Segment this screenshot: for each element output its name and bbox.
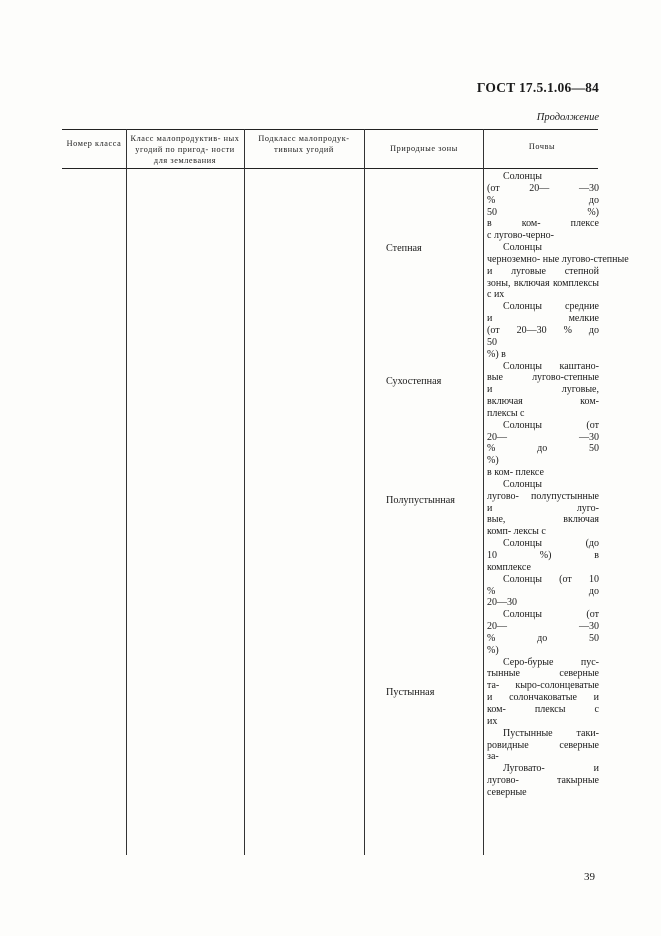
table-header-rule xyxy=(62,168,598,169)
soil-line: и луговые степной xyxy=(487,265,599,277)
column-header-class: Класс малопродуктив- ных угодий по пригод- ности для землевания xyxy=(130,134,240,165)
table-top-rule xyxy=(62,129,598,130)
soil-entry xyxy=(487,763,599,799)
soil-line: 20— —30 xyxy=(487,431,599,443)
soil-line: с их xyxy=(487,289,505,301)
soil-line: лугово- такырные xyxy=(487,775,599,787)
soil-line: с лугово-черно- xyxy=(487,230,554,242)
soil-line: комплексе xyxy=(487,561,531,573)
soil-line: % до 50 xyxy=(487,443,599,455)
soil-line: вые, включая xyxy=(487,514,599,526)
zone-steppe: Степная xyxy=(386,243,422,254)
soil-line: и луговые, xyxy=(487,384,599,396)
zone-semi-desert: Полупустынная xyxy=(386,495,455,506)
soil-entry xyxy=(487,171,599,242)
soil-line: их xyxy=(487,715,498,727)
page-number: 39 xyxy=(584,871,595,883)
soil-line: Солонцы (от xyxy=(503,609,599,621)
zone-desert: Пустынная xyxy=(386,687,435,698)
soil-line: ровидные северные xyxy=(487,739,599,751)
soils-column xyxy=(487,171,629,799)
soil-line: Солонцы xyxy=(503,478,542,490)
soil-line: вые лугово-степные xyxy=(487,372,599,384)
soil-line: % до 50 xyxy=(487,632,599,644)
soil-line: черноземно- ные лугово-степные xyxy=(487,253,629,265)
soil-line: комп- лексы с xyxy=(487,526,546,538)
soil-line: %) xyxy=(487,455,499,467)
soil-line: 20— —30 xyxy=(487,621,599,633)
soil-entry xyxy=(487,420,599,479)
column-divider xyxy=(126,129,127,855)
soil-line: тынные северные xyxy=(487,668,599,680)
soil-line: (от 20—30 % до xyxy=(487,324,599,336)
soil-line: Солонцы xyxy=(503,242,542,254)
soil-line: Серо-бурые пус- xyxy=(503,656,599,668)
column-header-subclass: Подкласс малопродук- тивных угодий xyxy=(258,134,350,154)
soil-line: включая ком- xyxy=(487,396,599,408)
soil-line: 50 %) xyxy=(487,206,599,218)
soil-entry xyxy=(487,538,599,574)
soil-line: та- кыро-солонцеватые xyxy=(487,680,599,692)
soil-entry xyxy=(487,609,599,656)
soil-line: Солонцы xyxy=(503,171,542,182)
column-divider xyxy=(244,129,245,855)
soil-line: Солонцы (от 10 xyxy=(503,573,599,585)
soil-line: 50 xyxy=(487,336,497,348)
soil-line: Пустынные таки- xyxy=(503,727,599,739)
soil-line: 20—30 xyxy=(487,597,517,609)
soil-line: зоны, включая комплексы xyxy=(487,277,599,289)
soil-line: % до xyxy=(487,585,599,597)
column-divider xyxy=(483,129,484,855)
soil-line: ком- плексы с xyxy=(487,703,599,715)
soil-line: и солончаковатые и xyxy=(487,692,599,704)
column-divider xyxy=(364,129,365,855)
soil-line: Солонцы (до xyxy=(503,538,599,550)
soil-line: лугово- полупустынные xyxy=(487,490,599,502)
soil-line: в ком- плексе xyxy=(487,218,599,230)
soil-line: Солонцы средние xyxy=(503,301,599,313)
doc-code: ГОСТ 17.5.1.06—84 xyxy=(476,80,599,95)
soil-line: за- xyxy=(487,751,499,763)
soil-line: и мелкие xyxy=(487,313,599,325)
soil-entry xyxy=(487,361,599,420)
soil-entry xyxy=(487,242,629,301)
soil-entry xyxy=(487,479,599,538)
column-header-class-number: Номер класса xyxy=(66,139,122,148)
soil-entry xyxy=(487,728,599,764)
soil-line: (от 20— —30 xyxy=(487,182,599,194)
soil-line: 10 %) в xyxy=(487,550,599,561)
continued-label: Продолжение xyxy=(536,112,599,123)
soil-line: плексы с xyxy=(487,407,525,419)
soil-entry xyxy=(487,301,599,360)
soil-entry xyxy=(487,574,599,610)
column-header-natural-zones: Природные зоны xyxy=(390,144,458,153)
soil-line: Солонцы каштано- xyxy=(503,360,599,372)
soil-line: %) в xyxy=(487,348,506,360)
soil-line: в ком- плексе xyxy=(487,467,544,479)
soil-line: Солонцы (от xyxy=(503,419,599,431)
soil-line: % до xyxy=(487,194,599,206)
soil-entry xyxy=(487,657,599,728)
soil-line: и луго- xyxy=(487,502,599,514)
soil-line: северные xyxy=(487,786,527,798)
zone-dry-steppe: Сухостепная xyxy=(386,376,442,387)
soil-line: %) xyxy=(487,644,499,656)
column-header-soils: Почвы xyxy=(528,142,556,151)
soil-line: Луговато- и xyxy=(503,763,599,775)
